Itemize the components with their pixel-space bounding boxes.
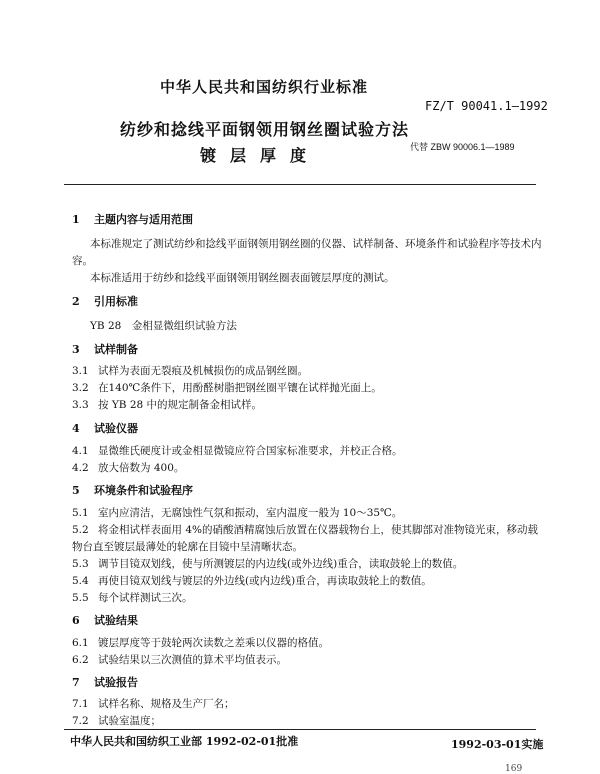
item-number: 6.2 [72,654,89,666]
section-heading [72,674,138,690]
item-number: 3.2 [72,382,89,394]
list-item-continuation [72,539,303,554]
section-number: 3 [72,343,80,356]
list-item [72,380,382,395]
item-text: 放大倍数为 400。 [98,462,185,474]
item-number: 5.4 [72,575,89,587]
item-number: 4.1 [72,445,89,457]
section-number: 4 [72,422,80,435]
item-number: 7.2 [72,715,89,727]
section-title: 主题内容与适用范围 [94,213,193,226]
list-item [72,652,287,667]
section-heading [72,211,193,227]
item-number: 5.5 [72,592,89,604]
section-title: 试验报告 [94,676,138,689]
item-text: 显微维氏硬度计或金相显微镜应符合国家标准要求，并校正合格。 [98,445,403,457]
item-number: 7.1 [72,698,89,710]
section-title: 引用标准 [94,295,138,308]
footer-divider [64,729,536,730]
section-number: 7 [72,676,80,689]
section-heading [72,293,138,309]
issuing-organization: 中华人民共和国纺织行业标准 [160,78,369,96]
section-title: 试验结果 [94,614,138,627]
section-number: 5 [72,484,80,497]
paragraph: 本标准规定了测试纺纱和捻线平面钢领用钢丝圈的仪器、试样制备、环境条件和试验程序等技术内 [90,238,542,250]
item-number: 3.3 [72,399,89,411]
implementation-date: 1992-03-01实施 [451,738,544,751]
section-heading [72,341,138,357]
list-item [72,635,329,650]
page-number: 169 [505,764,523,774]
item-text: 每个试样测试三次。 [98,592,193,604]
item-text: 将金相试样表面用 4%的硝酸酒精腐蚀后放置在仪器载物台上，使其脚部对准物镜光束，移动载 [98,524,538,536]
item-number: 3.1 [72,365,89,377]
item-text: 物台直至镀层最薄处的轮廓在目镜中呈清晰状态。 [72,541,303,553]
list-item [72,590,193,605]
list-item [72,397,262,412]
list-item [72,363,308,378]
list-item [72,443,403,458]
section-number: 6 [72,614,80,627]
item-text: 调节目镜双划线，使与所测镀层的内边线(或外边线)重合，读取鼓轮上的数值。 [98,558,464,570]
section-title: 环境条件和试验程序 [94,484,193,497]
paragraph: 本标准适用于纺纱和捻线平面钢领用钢丝圈表面镀层厚度的测试。 [90,272,395,284]
list-item [72,573,432,588]
item-text: 按 YB 28 中的规定制备金相试样。 [98,399,263,411]
approval-line: 中华人民共和国纺织工业部 1992-02-01批准 [70,735,299,748]
list-item [72,505,402,520]
item-text: 试验结果以三次测值的算术平均值表示。 [98,654,287,666]
list-item [72,460,184,475]
item-text: 试验室温度； [98,715,161,727]
section-heading [72,482,193,498]
item-text: 室内应清洁，无腐蚀性气氛和振动，室内温度一般为 10～35℃。 [98,507,403,519]
item-number: 6.1 [72,637,89,649]
item-text: 镀层厚度等于鼓轮两次读数之差乘以仪器的格值。 [98,637,329,649]
item-number: 4.2 [72,462,89,474]
list-item [72,696,235,711]
item-text: 试样为表面无裂痕及机械损伤的成品钢丝圈。 [98,365,308,377]
list-item [72,556,463,571]
item-text: 在140℃条件下，用酚醛树脂把钢丝圈平镶在试样抛光面上。 [98,382,382,394]
replaces-standard: 代替 ZBW 90006.1—1989 [410,142,515,152]
header-divider [64,184,536,185]
item-text: 再使目镜双划线与镀层的外边线(或内边线)重合，再读取鼓轮上的数值。 [98,575,432,587]
section-heading [72,612,138,628]
section-title: 试验仪器 [94,422,138,435]
section-number: 2 [72,295,80,308]
document-subtitle: 镀层厚度 [200,146,321,165]
section-title: 试样制备 [94,343,138,356]
item-text: 试样名称、规格及生产厂名； [98,698,235,710]
section-heading [72,420,138,436]
item-number: 5.3 [72,558,89,570]
item-number: 5.1 [72,507,89,519]
list-item [72,522,538,537]
section-number: 1 [72,213,80,226]
document-title: 纺纱和捻线平面钢领用钢丝圈试验方法 [120,120,410,139]
list-item [72,713,161,728]
paragraph: YB 28 金相显微组织试验方法 [90,320,237,332]
item-number: 5.2 [72,524,89,536]
paragraph: 容。 [72,255,93,267]
standard-code: FZ/T 90041.1—1992 [425,99,548,113]
